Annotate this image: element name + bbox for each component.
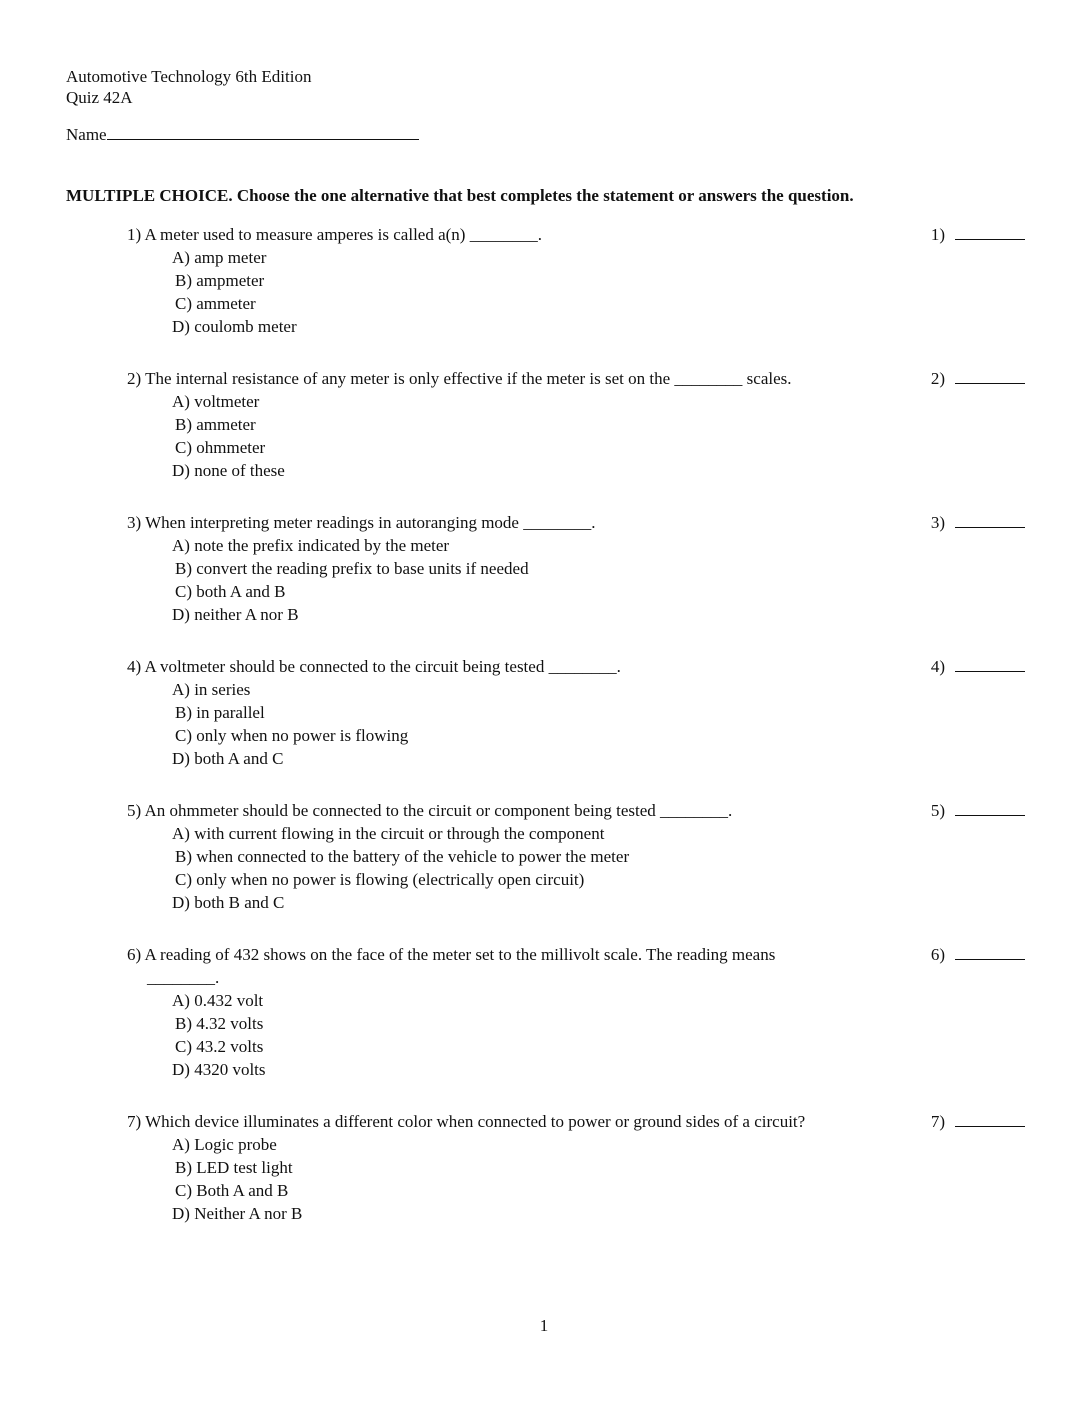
option-a: A) amp meter (172, 248, 267, 267)
option-b: B) ampmeter (175, 271, 265, 290)
answer-blank-line[interactable] (955, 815, 1025, 816)
question-text: 1) A meter used to measure amperes is called a(n) ________. (127, 225, 542, 244)
option-b: B) when connected to the battery of the vehicle to power the meter (175, 847, 630, 866)
answer-number: 4) (930, 657, 945, 676)
option-c: C) both A and B (175, 582, 286, 601)
question-text: 2) The internal resistance of any meter is only effective if the meter is set on the ________ scales. (127, 369, 792, 388)
answer-number: 7) (930, 1112, 945, 1131)
option-c: C) only when no power is flowing (electrically open circuit) (175, 870, 585, 889)
option-c: C) ohmmeter (175, 438, 266, 457)
answer-number: 6) (930, 945, 945, 964)
option-b: B) LED test light (175, 1158, 293, 1177)
answer-number: 2) (930, 369, 945, 388)
option-c: C) ammeter (175, 294, 256, 313)
option-list (172, 678, 408, 770)
answer-blank-line[interactable] (955, 383, 1025, 384)
option-c: C) Both A and B (175, 1181, 289, 1200)
question-text-continued: ________. (147, 968, 220, 987)
answer-blank-line[interactable] (955, 959, 1025, 960)
option-list (172, 534, 529, 626)
option-b: B) ammeter (175, 415, 256, 434)
option-d: D) coulomb meter (172, 317, 297, 336)
option-a: A) with current flowing in the circuit or through the component (172, 824, 605, 843)
option-list (172, 1133, 302, 1225)
option-d: D) none of these (172, 461, 285, 480)
answer-blank-line[interactable] (955, 671, 1025, 672)
option-d: D) 4320 volts (172, 1060, 266, 1079)
answer-blank-line[interactable] (955, 527, 1025, 528)
question-text: 6) A reading of 432 shows on the face of the meter set to the millivolt scale. The reading means (127, 945, 776, 964)
answer-number: 1) (930, 225, 945, 244)
answer-blank-line[interactable] (955, 1126, 1025, 1127)
option-a: A) voltmeter (172, 392, 260, 411)
option-c: C) only when no power is flowing (175, 726, 409, 745)
option-a: A) in series (172, 680, 251, 699)
question-text: 3) When interpreting meter readings in autoranging mode ________. (127, 513, 596, 532)
question-text: 7) Which device illuminates a different color when connected to power or ground sides of a circuit? (127, 1112, 806, 1131)
option-d: D) neither A nor B (172, 605, 299, 624)
instructions: MULTIPLE CHOICE. Choose the one alternative that best completes the statement or answers the question. (66, 186, 854, 205)
answer-number: 5) (930, 801, 945, 820)
question-text: 5) An ohmmeter should be connected to the circuit or component being tested ________. (127, 801, 733, 820)
option-d: D) both B and C (172, 893, 285, 912)
option-list (172, 989, 266, 1081)
option-list (172, 822, 629, 914)
option-list (172, 390, 285, 482)
answer-number: 3) (930, 513, 945, 532)
option-d: D) both A and C (172, 749, 284, 768)
name-label: Name (66, 125, 107, 144)
name-field-row (66, 123, 419, 146)
option-c: C) 43.2 volts (175, 1037, 264, 1056)
option-b: B) in parallel (175, 703, 265, 722)
option-b: B) 4.32 volts (175, 1014, 264, 1033)
quiz-label: Quiz 42A (66, 88, 133, 107)
document-title: Automotive Technology 6th Edition (66, 67, 312, 86)
option-a: A) 0.432 volt (172, 991, 264, 1010)
answer-blank-line[interactable] (955, 239, 1025, 240)
option-d: D) Neither A nor B (172, 1204, 303, 1223)
name-blank-line (107, 123, 419, 140)
option-a: A) Logic probe (172, 1135, 277, 1154)
option-a: A) note the prefix indicated by the meter (172, 536, 450, 555)
option-list (172, 246, 297, 338)
option-b: B) convert the reading prefix to base units if needed (175, 559, 529, 578)
question-text: 4) A voltmeter should be connected to the circuit being tested ________. (127, 657, 621, 676)
page-number: 1 (539, 1316, 549, 1335)
